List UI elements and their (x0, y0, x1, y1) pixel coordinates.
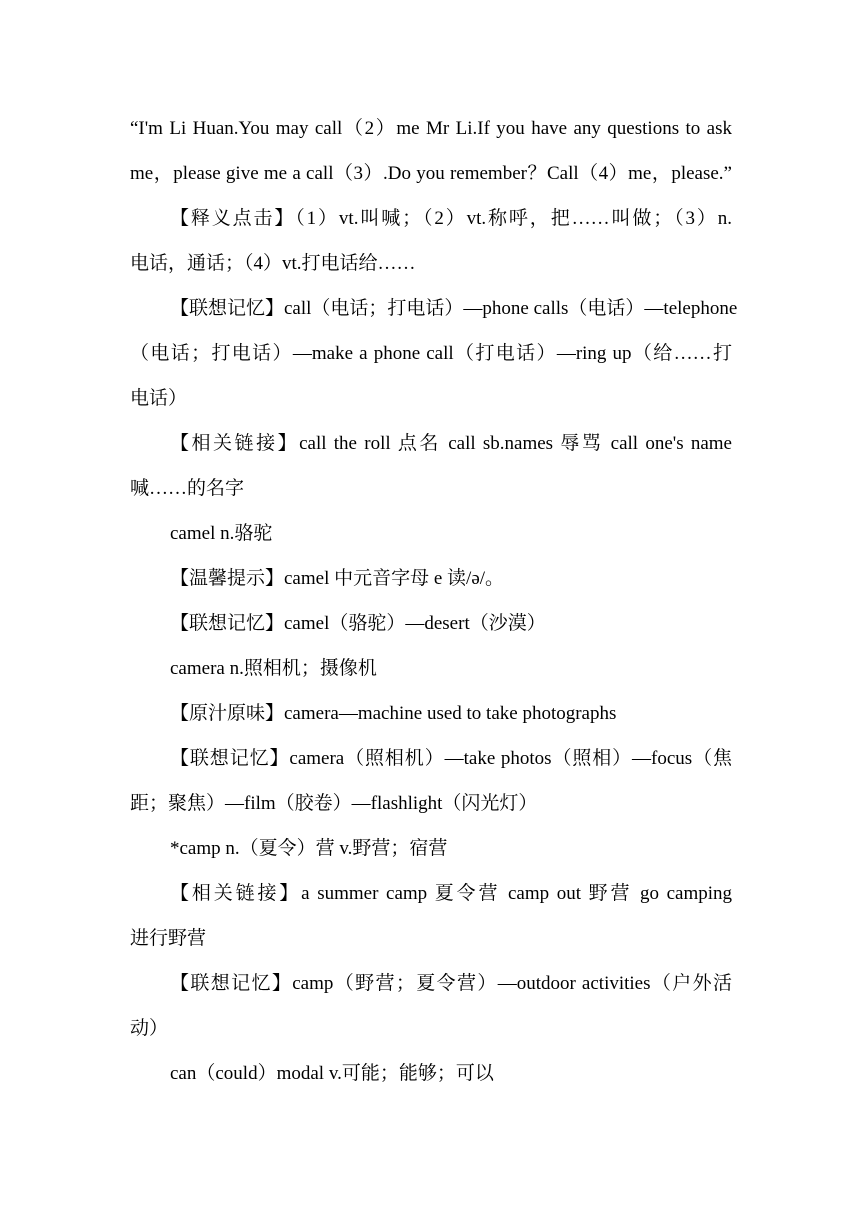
text-line: camel n.骆驼 (170, 523, 273, 544)
text-line: can（could）modal v.可能；能够；可以 (170, 1063, 494, 1084)
text-line: 【相关链接】a summer camp 夏令营 camp out 野营 go camping (170, 883, 732, 904)
text-line: 电话，通话；（4）vt.打电话给…… (130, 253, 416, 274)
text-line: camera n.照相机；摄像机 (170, 658, 377, 679)
text-line: 进行野营 (130, 928, 207, 949)
text-line: 【联想记忆】camel（骆驼）—desert（沙漠） (170, 613, 546, 634)
document-body (130, 106, 738, 1096)
text-line: 动） (130, 1018, 169, 1039)
text-line: 【联想记忆】camp（野营；夏令营）—outdoor activities（户外活 (170, 973, 732, 994)
text-line: 【联想记忆】call（电话；打电话）—phone calls（电话）—telephone (170, 298, 738, 319)
text-line: 电话） (130, 388, 188, 409)
text-line: “I'm Li Huan.You may call（2）me Mr Li.If you have any questions to ask (130, 118, 732, 139)
text-line: 【相关链接】call the roll 点名 call sb.names 辱骂 call one's name (170, 433, 732, 454)
text-line: 喊……的名字 (130, 478, 245, 499)
text-line: 距；聚焦）—film（胶卷）—flashlight（闪光灯） (130, 793, 538, 814)
text-line: （电话；打电话）—make a phone call（打电话）—ring up（给……打 (130, 343, 732, 364)
text-line: *camp n.（夏令）营 v.野营；宿营 (170, 838, 448, 859)
text-line: 【温馨提示】camel 中元音字母 e 读/ə/。 (170, 568, 505, 589)
text-line: 【联想记忆】camera（照相机）—take photos（照相）—focus（焦 (170, 748, 732, 769)
text-line: 【释义点击】（1）vt.叫喊；（2）vt.称呼，把……叫做；（3）n. (170, 208, 732, 229)
text-line: me，please give me a call（3）.Do you remember？Call（4）me，please.” (130, 163, 732, 184)
text-line: 【原汁原味】camera—machine used to take photographs (170, 703, 617, 724)
